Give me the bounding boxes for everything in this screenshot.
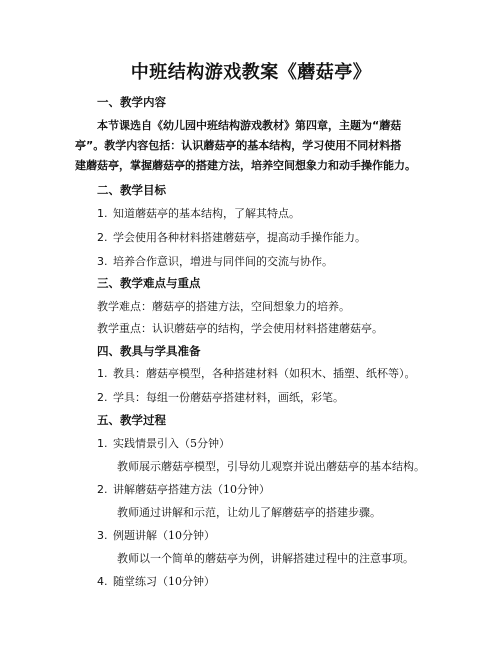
section-heading-teaching-content: 一、教学内容 bbox=[97, 95, 166, 109]
list-item bbox=[97, 436, 230, 452]
paragraph-line: 本节课选自《幼儿园中班结构游戏教材》第四章，主题为“蘑菇 bbox=[97, 119, 402, 132]
paragraph-line: 教学难点：蘑菇亭的搭建方法，空间想象力的培养。 bbox=[97, 300, 350, 313]
list-item bbox=[97, 206, 300, 222]
list-item bbox=[97, 254, 333, 270]
section-heading-teaching-goals: 二、教学目标 bbox=[97, 183, 166, 197]
list-item-text: 讲解蘑菇亭搭建方法（10分钟） bbox=[113, 483, 270, 496]
list-item bbox=[97, 482, 270, 498]
list-item-text: 学具：每组一份蘑菇亭搭建材料，画纸，彩笔。 bbox=[113, 391, 344, 404]
paragraph-line: 建蘑菇亭，掌握蘑菇亭的搭建方法，培养空间想象力和动手操作能力。 bbox=[75, 159, 416, 172]
list-number: 1. bbox=[97, 207, 108, 220]
list-number: 2. bbox=[97, 231, 108, 244]
list-item-text: 例题讲解（10分钟） bbox=[113, 529, 215, 542]
list-number: 3. bbox=[97, 255, 108, 268]
paragraph-line: 亭”。教学内容包括：认识蘑菇亭的基本结构，学习使用不同材料搭 bbox=[75, 139, 402, 152]
list-number: 1. bbox=[97, 437, 108, 450]
list-item bbox=[97, 390, 344, 406]
paragraph-line: 教学重点：认识蘑菇亭的结构，学会使用材料搭建蘑菇亭。 bbox=[97, 322, 383, 335]
list-item-text: 学会使用各种材料搭建蘑菇亭，提高动手操作能力。 bbox=[113, 231, 366, 244]
list-item-text: 教具：蘑菇亭模型，各种搭建材料（如积木、插塑、纸杯等）。 bbox=[113, 367, 416, 380]
section-heading-process: 五、教学过程 bbox=[97, 413, 166, 427]
list-item-description: 教师展示蘑菇亭模型，引导幼儿观察并说出蘑菇亭的基本结构。 bbox=[117, 460, 425, 473]
list-number: 2. bbox=[97, 483, 108, 496]
list-item-text: 实践情景引入（5分钟） bbox=[113, 437, 230, 450]
document-title: 中班结构游戏教案《蘑菇亭》 bbox=[130, 62, 372, 83]
list-item-text: 知道蘑菇亭的基本结构，了解其特点。 bbox=[113, 207, 300, 220]
list-number: 4. bbox=[97, 575, 108, 588]
list-item bbox=[97, 574, 215, 590]
list-number: 1. bbox=[97, 367, 108, 380]
list-item bbox=[97, 366, 416, 382]
list-item-description: 教师以一个简单的蘑菇亭为例，讲解搭建过程中的注意事项。 bbox=[117, 552, 414, 565]
list-item bbox=[97, 230, 366, 246]
list-number: 2. bbox=[97, 391, 108, 404]
list-item-text: 培养合作意识，增进与同伴间的交流与协作。 bbox=[113, 255, 333, 268]
list-item-text: 随堂练习（10分钟） bbox=[113, 575, 215, 588]
section-heading-difficulties: 三、教学难点与重点 bbox=[97, 276, 201, 290]
list-item-description: 教师通过讲解和示范，让幼儿了解蘑菇亭的搭建步骤。 bbox=[117, 506, 381, 519]
list-number: 3. bbox=[97, 529, 108, 542]
section-heading-materials: 四、教具与学具准备 bbox=[97, 344, 201, 358]
list-item bbox=[97, 528, 215, 544]
